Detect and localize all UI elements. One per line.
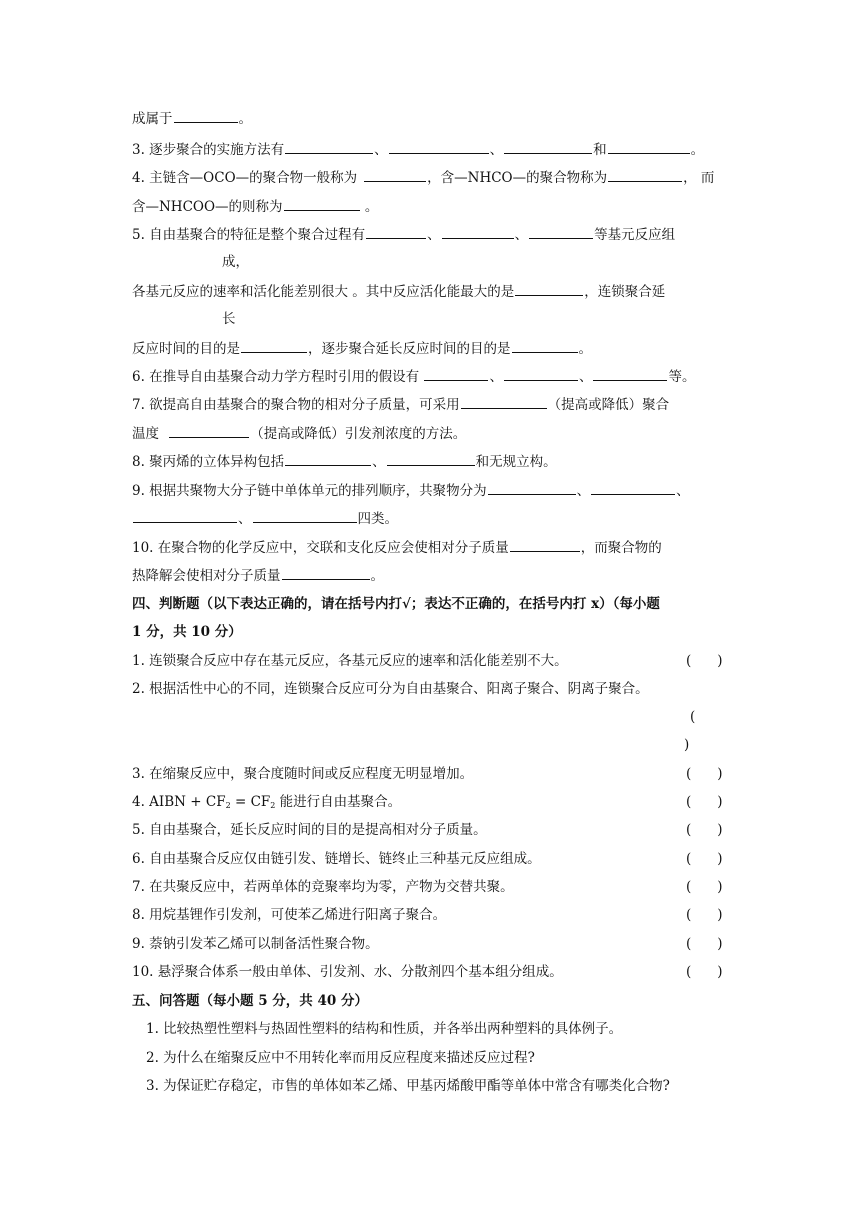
text: 等基元反应组 — [594, 227, 676, 243]
answer-blank[interactable] — [282, 566, 370, 580]
answer-blank[interactable] — [253, 509, 357, 523]
answer-blank[interactable] — [461, 395, 547, 409]
answer-parens[interactable]: ( ) — [686, 851, 723, 867]
subscript: 2 — [225, 801, 231, 810]
text: 、 — [578, 369, 593, 385]
subscript: 2 — [270, 801, 276, 810]
question-5-line-1 — [132, 225, 675, 244]
answer-blank[interactable] — [284, 197, 360, 211]
answer-blank[interactable] — [608, 140, 690, 154]
text: 5. 自由基聚合的特征是整个聚合过程有 — [132, 227, 366, 243]
text: 8. 聚丙烯的立体异构包括 — [132, 454, 285, 470]
judgment-item: 6. 自由基聚合反应仅由链引发、链增长、链终止三种基元反应组成。 — [132, 851, 541, 867]
text: 反应时间的目的是 — [132, 341, 240, 357]
answer-blank[interactable] — [529, 225, 593, 239]
answer-parens[interactable]: ( ) — [686, 964, 723, 980]
question-5-line-2 — [132, 282, 665, 301]
question-8 — [132, 452, 557, 471]
text: 。 — [238, 111, 252, 127]
text: 、 — [238, 511, 252, 527]
answer-blank[interactable] — [593, 367, 667, 381]
text: （提高或降低）聚合 — [547, 397, 670, 413]
answer-blank[interactable] — [285, 140, 373, 154]
text: 。 — [370, 568, 384, 584]
section-heading-judgment-cont: 1 分，共 10 分） — [132, 624, 242, 640]
text: 3. 逐步聚合的实施方法有 — [132, 142, 285, 158]
text: 、 — [576, 483, 591, 499]
text: = CF — [230, 794, 271, 810]
qa-item: 2. 为什么在缩聚反应中不用转化率而用反应程度来描述反应过程? — [146, 1050, 535, 1066]
text: 温度 — [132, 426, 164, 442]
text: 4. AIBN + CF — [132, 794, 226, 810]
judgment-item: 8. 用烷基锂作引发剂，可使苯乙烯进行阳离子聚合。 — [132, 907, 447, 923]
text: 7. 欲提高自由基聚合的聚合物的相对分子质量，可采用 — [132, 397, 460, 413]
answer-blank[interactable] — [442, 225, 514, 239]
answer-parens[interactable]: ( ) — [686, 766, 723, 782]
answer-blank[interactable] — [512, 339, 578, 353]
question-4-line-2 — [132, 197, 378, 216]
question-2-tail — [132, 109, 252, 128]
text: 、 — [514, 227, 529, 243]
question-9-line-2 — [132, 509, 398, 528]
question-10-line-2 — [132, 566, 384, 585]
section-heading-qa: 五、问答题（每小题 5 分，共 40 分） — [132, 993, 368, 1009]
text: 等。 — [668, 369, 696, 385]
answer-blank[interactable] — [387, 452, 475, 466]
answer-blank[interactable] — [504, 367, 578, 381]
answer-parens[interactable]: ( ) — [686, 822, 723, 838]
question-5-line-3 — [132, 339, 592, 358]
text: 、 — [427, 227, 441, 243]
qa-item: 1. 比较热塑性塑料与热固性塑料的结构和性质，并各举出两种塑料的具体例子。 — [146, 1021, 623, 1037]
text: 各基元反应的速率和活化能差别很大 。其中反应活化能最大的是 — [132, 284, 515, 300]
judgment-item: 7. 在共聚反应中，若两单体的竞聚率均为零，产物为交替共聚。 — [132, 879, 514, 895]
question-7-line-1 — [132, 395, 669, 414]
question-5-wrap-2 — [222, 310, 236, 328]
question-7-line-2 — [132, 424, 466, 443]
text: 、 — [489, 369, 503, 385]
text: 4. 主链含—OCO—的聚合物一般称为 — [132, 170, 358, 186]
answer-parens[interactable]: ( ) — [686, 936, 723, 952]
answer-blank[interactable] — [510, 538, 580, 552]
section-heading-judgment: 四、判断题（以下表达正确的，请在括号内打√；表达不正确的，在括号内打 x）（每小题 — [132, 596, 660, 612]
text: 10. 在聚合物的化学反应中，交联和支化反应会使相对分子质量 — [132, 540, 509, 556]
answer-parens[interactable]: ( ) — [686, 879, 723, 895]
judgment-item: 9. 萘钠引发苯乙烯可以制备活性聚合物。 — [132, 936, 379, 952]
text: 6. 在推导自由基聚合动力学方程时引用的假设有 — [132, 369, 424, 385]
text: ， 而 — [683, 170, 715, 186]
text: ，含—NHCO—的聚合物称为 — [427, 170, 608, 186]
judgment-item: 1. 连锁聚合反应中存在基元反应，各基元反应的速率和活化能差别不大。 — [132, 653, 568, 669]
answer-blank[interactable] — [241, 339, 307, 353]
answer-blank[interactable] — [364, 168, 426, 182]
judgment-item: 10. 悬浮聚合体系一般由单体、引发剂、水、分散剂四个基本组分组成。 — [132, 964, 563, 980]
text: 含—NHCOO—的则称为 — [132, 199, 283, 215]
text: ，而聚合物的 — [580, 540, 662, 556]
answer-parens[interactable]: ( ) — [686, 794, 723, 810]
answer-blank[interactable] — [389, 140, 489, 154]
answer-blank[interactable] — [133, 509, 237, 523]
text: ，连锁聚合延 — [584, 284, 666, 300]
text: 热降解会使相对分子质量 — [132, 568, 281, 584]
text: 成， — [222, 254, 249, 270]
text: 、 — [372, 454, 386, 470]
answer-blank[interactable] — [285, 452, 371, 466]
question-10-line-1 — [132, 538, 662, 557]
question-6 — [132, 367, 695, 386]
answer-blank[interactable] — [504, 140, 592, 154]
answer-blank[interactable] — [366, 225, 426, 239]
answer-blank[interactable] — [424, 367, 488, 381]
text: 四类。 — [357, 511, 398, 527]
text: 。 — [578, 341, 592, 357]
question-3 — [132, 140, 704, 159]
question-4-line-1 — [132, 168, 714, 187]
text: 、 — [374, 142, 388, 158]
answer-paren-close[interactable]: ) — [684, 737, 690, 753]
text: 能进行自由基聚合。 — [275, 794, 402, 810]
text: 。 — [690, 142, 705, 158]
text: 、 — [676, 483, 690, 499]
text: 长 — [222, 311, 236, 327]
qa-item: 3. 为保证贮存稳定，市售的单体如苯乙烯、甲基丙烯酸甲酯等单体中常含有哪类化合物? — [146, 1078, 670, 1094]
judgment-item: 5. 自由基聚合，延长反应时间的目的是提高相对分子质量。 — [132, 822, 487, 838]
answer-blank[interactable] — [169, 424, 249, 438]
answer-blank[interactable] — [591, 481, 675, 495]
text: 成属于 — [132, 111, 173, 127]
question-5-wrap-1 — [222, 253, 249, 271]
answer-parens[interactable]: ( ) — [686, 907, 723, 923]
judgment-item: 3. 在缩聚反应中，聚合度随时间或反应程度无明显增加。 — [132, 766, 474, 782]
text: ，逐步聚合延长反应时间的目的是 — [308, 341, 511, 357]
text: 、 — [489, 142, 504, 158]
answer-paren-open[interactable]: ( — [690, 709, 696, 725]
text: 和 — [593, 142, 607, 158]
answer-parens[interactable]: ( ) — [686, 653, 723, 669]
judgment-item: 2. 根据活性中心的不同，连锁聚合反应可分为自由基聚合、阳离子聚合、阴离子聚合。 — [132, 681, 649, 697]
answer-blank[interactable] — [488, 481, 576, 495]
question-9-line-1 — [132, 481, 690, 500]
answer-blank[interactable] — [515, 282, 583, 296]
text: 和无规立构。 — [475, 454, 557, 470]
answer-blank[interactable] — [608, 168, 682, 182]
text: 9. 根据共聚物大分子链中单体单元的排列顺序，共聚物分为 — [132, 483, 487, 499]
answer-blank[interactable] — [174, 109, 238, 123]
text: 。 — [360, 199, 379, 215]
judgment-item — [132, 793, 401, 815]
text: （提高或降低）引发剂浓度的方法。 — [250, 426, 467, 442]
